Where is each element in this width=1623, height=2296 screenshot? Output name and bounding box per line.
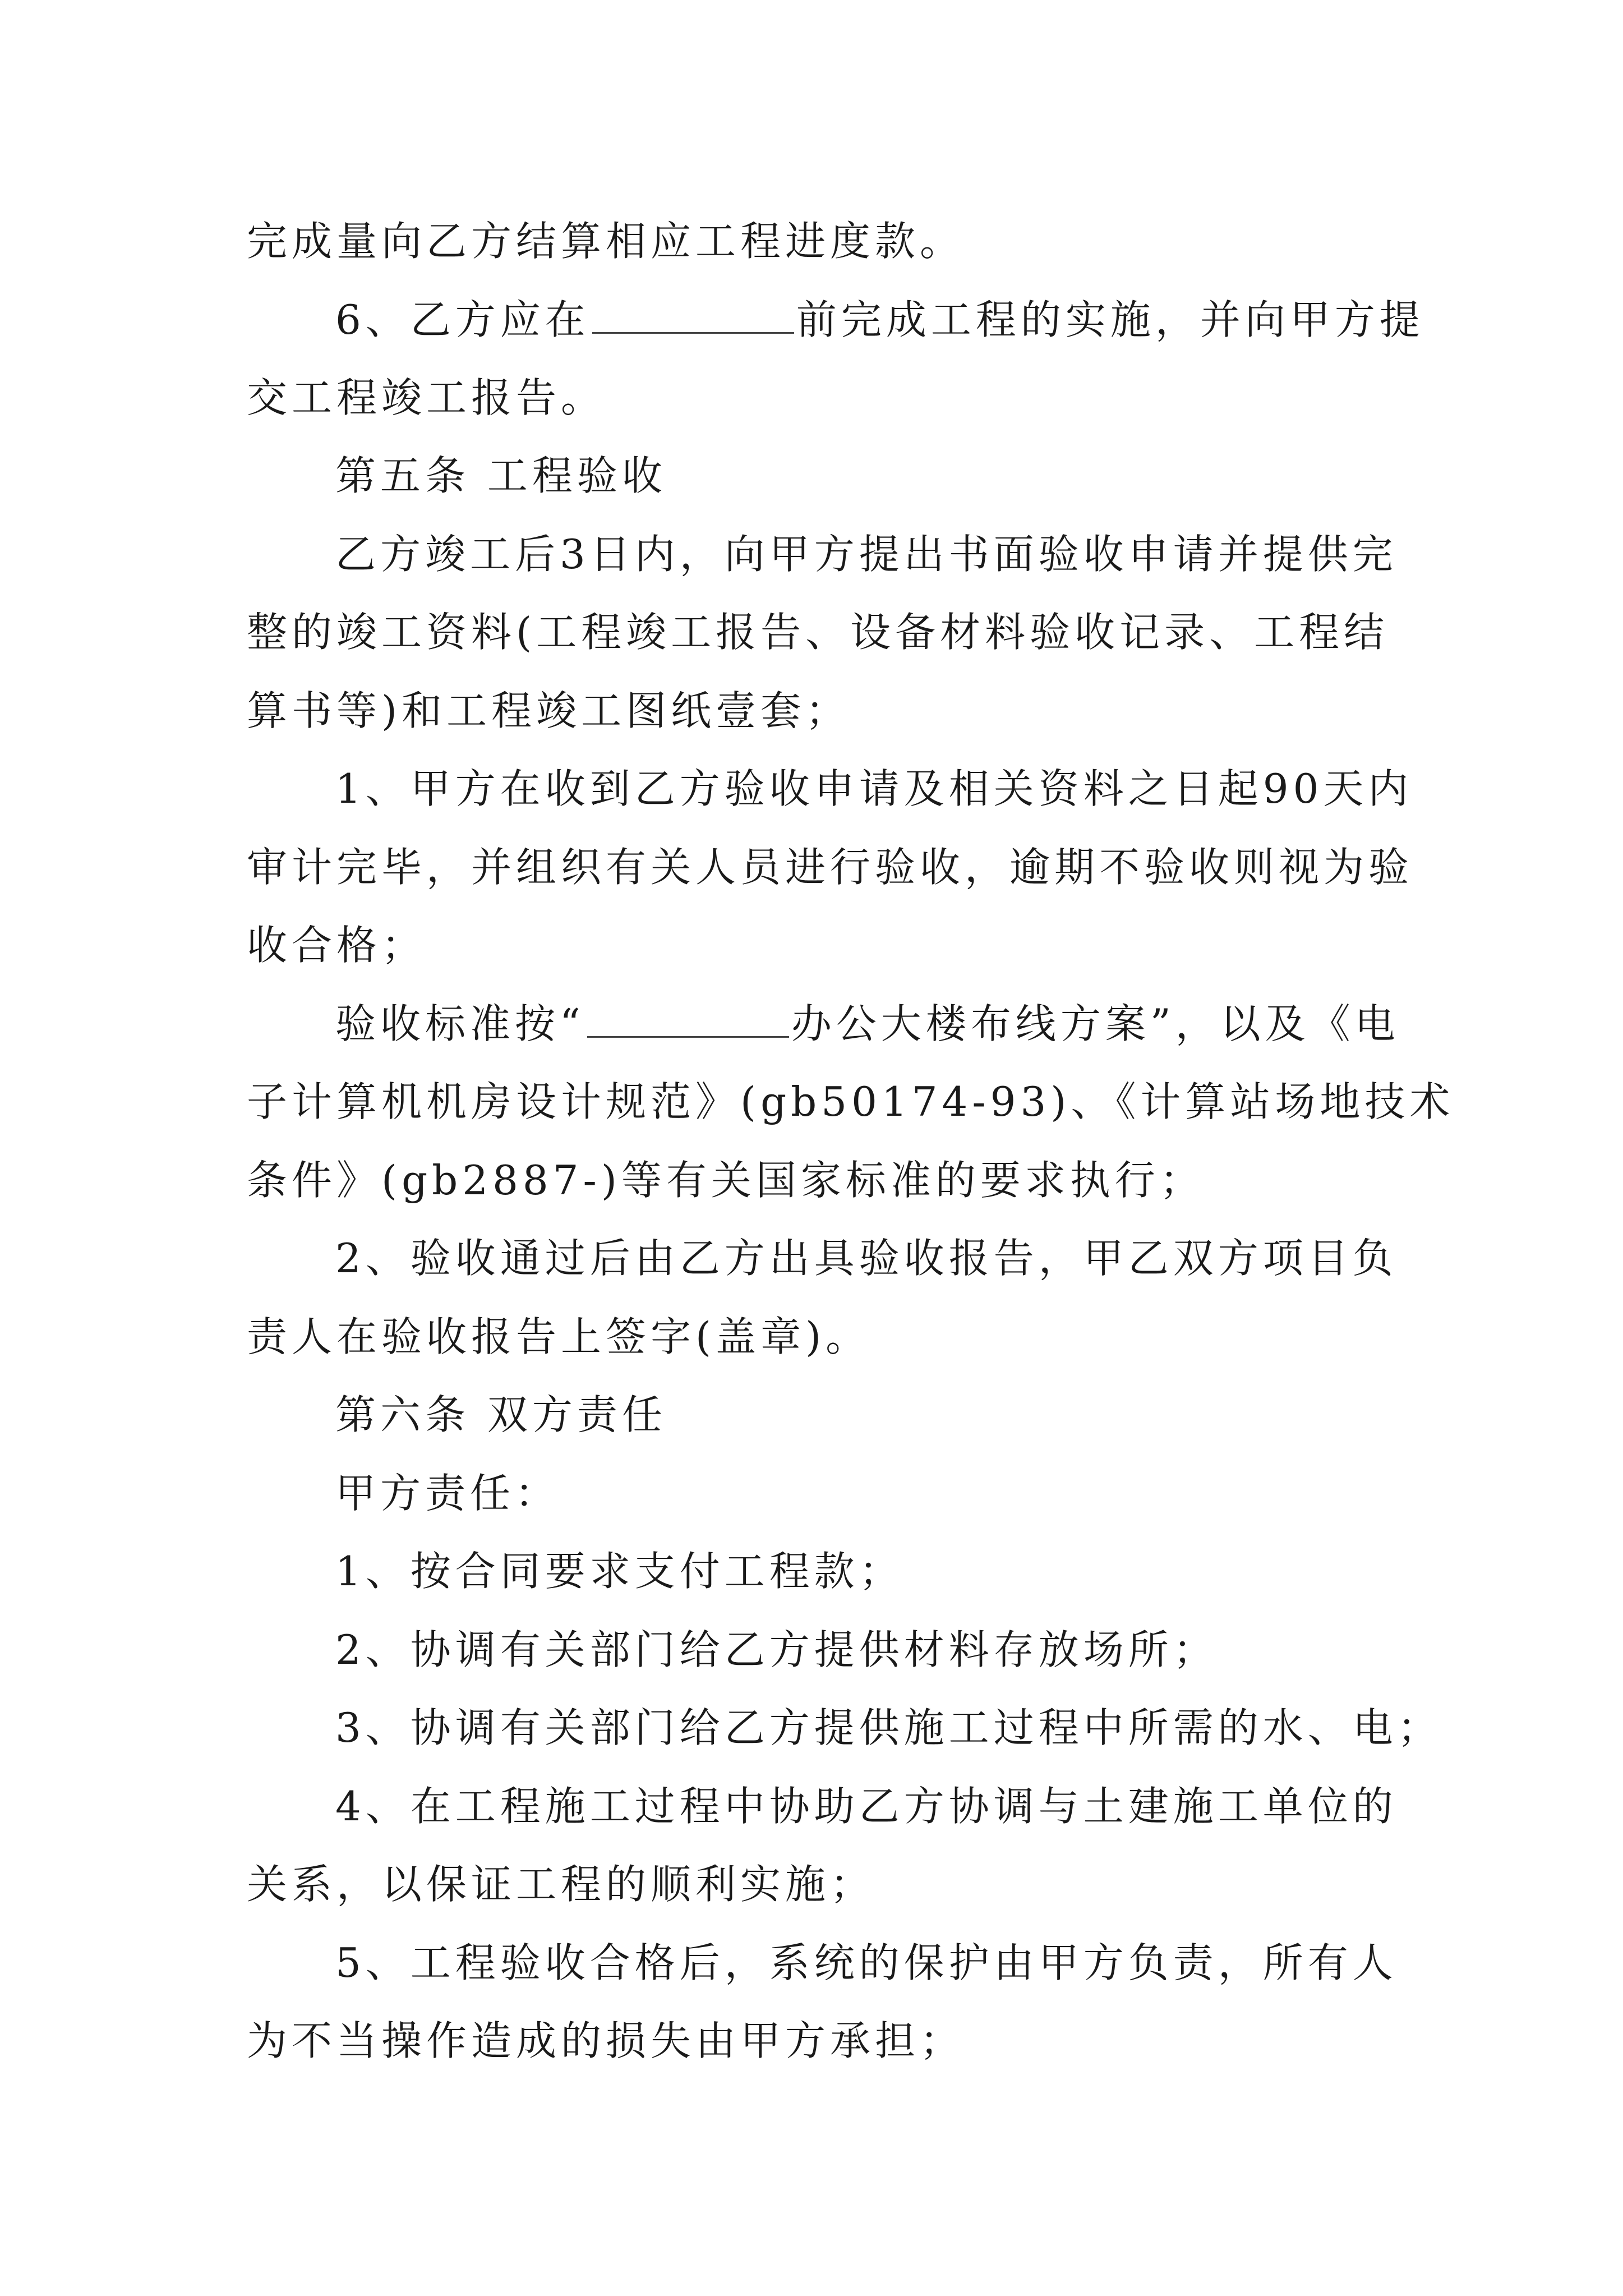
text-line: 算书等)和工程竣工图纸壹套；: [247, 687, 851, 734]
text-segment: 6、乙方应在: [335, 296, 590, 343]
text-segment: 前完成工程的实施，并向甲方提: [796, 296, 1424, 343]
text-line: 交工程竣工报告。: [247, 374, 606, 421]
text-line: 1、按合同要求支付工程款；: [335, 1548, 904, 1595]
text-line: 条件》(gb2887-)等有关国家标准的要求执行；: [247, 1157, 1205, 1204]
text-line: 4、在工程施工过程中协助乙方协调与土建施工单位的: [335, 1783, 1398, 1830]
fill-in-blank: [587, 1006, 789, 1038]
text-line: 子计算机机房设计规范》(gb50174-93)、《计算站场地技术: [247, 1078, 1455, 1125]
text-line: 甲方责任：: [335, 1470, 560, 1517]
text-segment: 办公大楼布线方案”，以及《电: [791, 1000, 1400, 1047]
text-line: 为不当操作造成的损失由甲方承担；: [247, 2017, 965, 2064]
fill-in-blank: [592, 302, 794, 334]
text-line: 2、验收通过后由乙方出具验收报告，甲乙双方项目负: [335, 1235, 1398, 1282]
text-line: 3、协调有关部门给乙方提供施工过程中所需的水、电；: [335, 1704, 1442, 1751]
text-segment: 验收标准按“: [335, 1000, 585, 1047]
text-line: 收合格；: [247, 922, 427, 969]
text-line: 完成量向乙方结算相应工程进度款。: [247, 218, 965, 265]
text-line: 整的竣工资料(工程竣工报告、设备材料验收记录、工程结: [247, 609, 1389, 656]
text-line: [335, 999, 1400, 1049]
text-line: 5、工程验收合格后，系统的保护由甲方负责，所有人: [335, 1939, 1398, 1986]
section-heading: 第五条 工程验收: [335, 452, 667, 499]
text-line: 关系，以保证工程的顺利实施；: [247, 1861, 875, 1908]
text-line: 审计完毕，并组织有关人员进行验收，逾期不验收则视为验: [247, 844, 1414, 891]
section-heading: 第六条 双方责任: [335, 1391, 667, 1438]
text-line: 2、协调有关部门给乙方提供材料存放场所；: [335, 1626, 1218, 1673]
text-line: 乙方竣工后3日内，向甲方提出书面验收申请并提供完: [335, 531, 1398, 578]
text-line: 1、甲方在收到乙方验收申请及相关资料之日起90天内: [335, 765, 1413, 812]
text-line: [335, 295, 1424, 345]
text-line: 责人在验收报告上签字(盖章)。: [247, 1313, 871, 1360]
